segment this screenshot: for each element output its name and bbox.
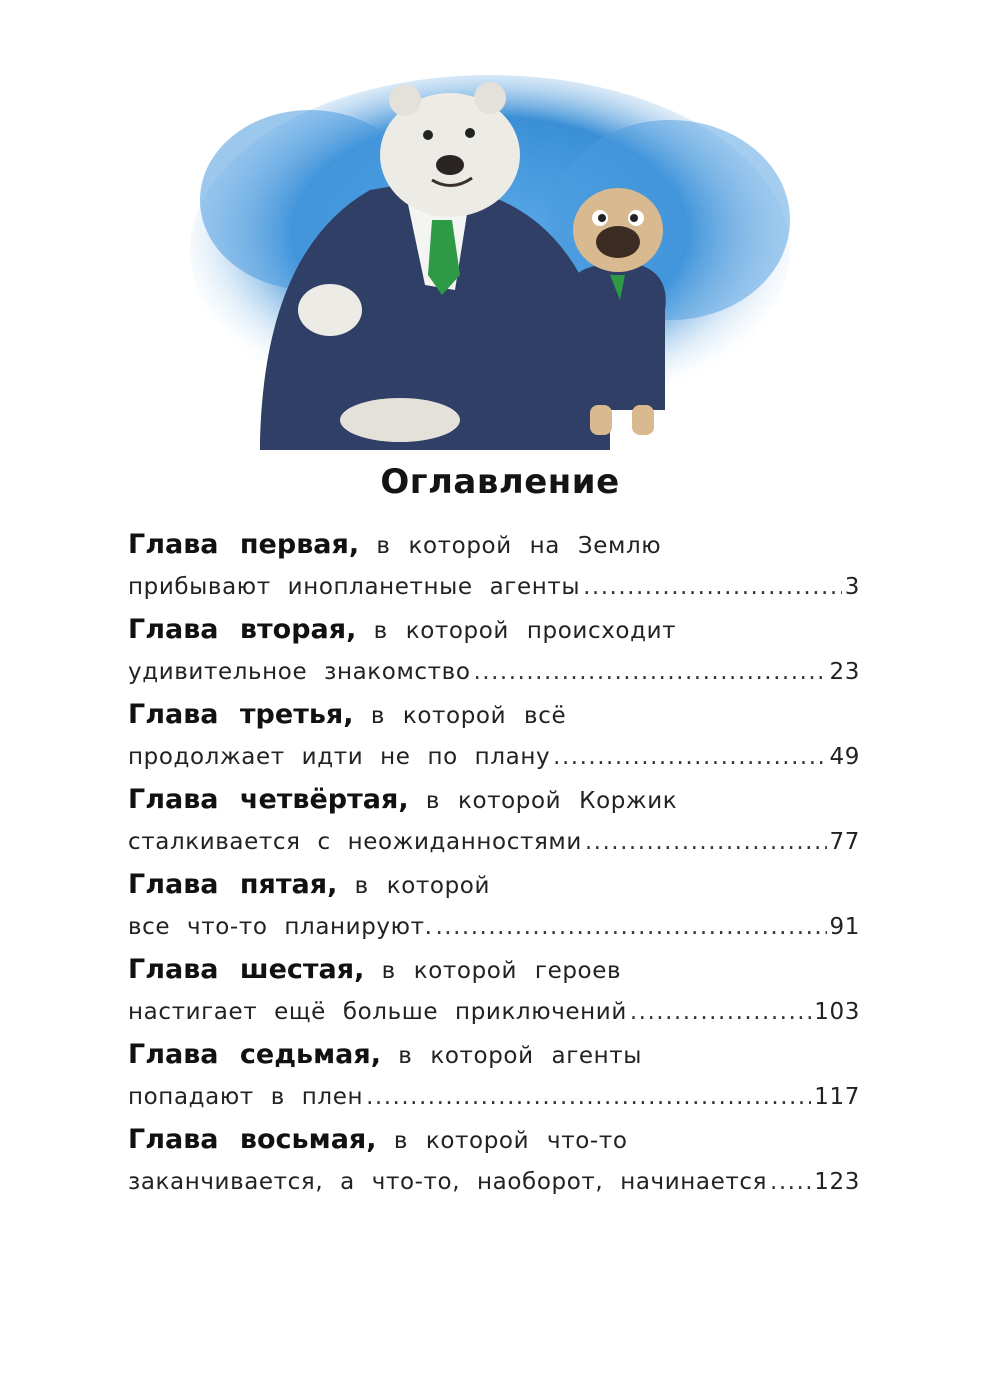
chapter-description: в которой что-то	[393, 1128, 628, 1154]
dot-leader	[585, 821, 827, 863]
table-of-contents	[128, 523, 860, 1203]
toc-entry	[128, 1118, 860, 1203]
chapter-description-cont: удивительное знакомство	[128, 659, 471, 685]
chapter-description-cont: продолжает идти не по плану	[128, 744, 551, 770]
dot-leader	[770, 1161, 811, 1203]
page-number: 91	[829, 914, 860, 940]
page-number: 103	[814, 999, 860, 1025]
chapter-description: в которой происходит	[373, 618, 677, 644]
chapter-label: Глава восьмая,	[128, 1124, 377, 1155]
chapter-description: в которой на Землю	[376, 533, 662, 559]
chapter-label: Глава шестая,	[128, 954, 365, 985]
chapter-label: Глава первая,	[128, 529, 360, 560]
toc-entry	[128, 1033, 860, 1118]
toc-entry	[128, 523, 860, 608]
cover-illustration	[170, 70, 810, 460]
dot-leader	[436, 906, 827, 948]
page-number: 117	[814, 1084, 860, 1110]
toc-entry	[128, 608, 860, 693]
chapter-description-cont: попадают в плен	[128, 1084, 364, 1110]
chapter-description: в которой героев	[381, 958, 622, 984]
dot-leader	[583, 566, 842, 608]
chapter-description: в которой агенты	[398, 1043, 643, 1069]
chapter-description-cont: заканчивается, а что-то, наоборот, начинается	[128, 1169, 768, 1195]
chapter-label: Глава седьмая,	[128, 1039, 381, 1070]
dot-leader	[366, 1076, 811, 1118]
dot-leader	[474, 651, 827, 693]
page-number: 123	[814, 1169, 860, 1195]
chapter-description: в которой Коржик	[425, 788, 678, 814]
toc-entry	[128, 863, 860, 948]
chapter-description: в которой	[354, 873, 490, 899]
chapter-label: Глава пятая,	[128, 869, 338, 900]
chapter-description-cont: все что-то планируют.	[128, 914, 433, 940]
toc-entry	[128, 948, 860, 1033]
dot-leader	[630, 991, 811, 1033]
page-number: 77	[829, 829, 860, 855]
chapter-description-cont: прибывают инопланетные агенты	[128, 574, 581, 600]
chapter-description-cont: настигает ещё больше приключений	[128, 999, 627, 1025]
toc-title: Оглавление	[380, 462, 620, 502]
chapter-label: Глава вторая,	[128, 614, 357, 645]
chapter-description: в которой всё	[370, 703, 567, 729]
toc-entry	[128, 778, 860, 863]
dot-leader	[553, 736, 826, 778]
page-number: 23	[829, 659, 860, 685]
chapter-description-cont: сталкивается с неожиданностями	[128, 829, 582, 855]
toc-entry	[128, 693, 860, 778]
chapter-label: Глава третья,	[128, 699, 354, 730]
chapter-label: Глава четвёртая,	[128, 784, 409, 815]
page-number: 49	[829, 744, 860, 770]
page-number: 3	[844, 574, 860, 600]
bear-and-pug-illustration	[170, 70, 810, 460]
